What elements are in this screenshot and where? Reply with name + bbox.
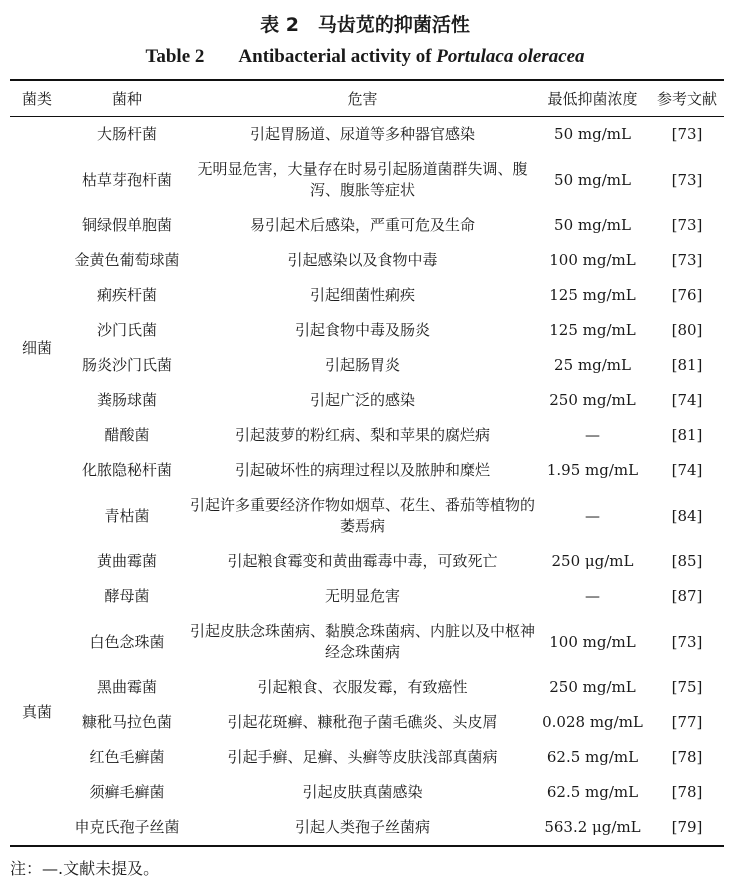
category-fungi: 真菌 xyxy=(21,702,52,721)
table-row xyxy=(10,243,724,278)
table-row xyxy=(10,453,724,488)
header-harm: 危害 xyxy=(347,90,378,108)
harm-cell: 引起许多重要经济作物如烟草、花生、番茄等植物的萎焉病 xyxy=(190,496,536,535)
reference-cell: [77] xyxy=(671,713,703,731)
reference-cell: [74] xyxy=(671,391,703,409)
table-row xyxy=(10,614,724,670)
table-title-en xyxy=(0,46,730,68)
harm-cell: 引起皮肤真菌感染 xyxy=(302,783,423,801)
reference-cell: [73] xyxy=(671,216,703,234)
mic-cell: 250 mg/mL xyxy=(549,678,636,696)
species-cell: 铜绿假单胞菌 xyxy=(81,216,172,234)
harm-cell: 引起菠萝的粉红病、梨和苹果的腐烂病 xyxy=(234,426,490,444)
antibacterial-table xyxy=(10,79,724,847)
mic-cell: — xyxy=(585,506,600,525)
harm-cell: 引起肠胃炎 xyxy=(324,356,400,374)
table-row xyxy=(10,152,724,208)
reference-cell: [73] xyxy=(671,125,703,143)
header-row xyxy=(10,80,724,117)
mic-cell: 250 mg/mL xyxy=(549,391,636,409)
species-cell: 黄曲霉菌 xyxy=(96,552,157,570)
mic-cell: 100 mg/mL xyxy=(549,251,636,269)
mic-cell: 50 mg/mL xyxy=(554,216,631,234)
species-cell: 枯草芽孢杆菌 xyxy=(81,170,172,189)
harm-cell: 引起手癣、足癣、头癣等皮肤浅部真菌病 xyxy=(227,748,498,766)
species-cell: 酵母菌 xyxy=(104,587,150,605)
table-row xyxy=(10,740,724,775)
table-row xyxy=(10,313,724,348)
table-row xyxy=(10,383,724,418)
mic-cell: 50 mg/mL xyxy=(554,125,631,143)
reference-cell: [78] xyxy=(671,783,703,801)
harm-cell: 易引起术后感染，严重可危及生命 xyxy=(249,216,475,234)
table-title-cn: 表 2 马齿苋的抑菌活性 xyxy=(260,14,470,36)
mic-cell: 50 mg/mL xyxy=(554,170,631,189)
species-cell: 大肠杆菌 xyxy=(96,125,157,143)
harm-cell: 引起粮食霉变和黄曲霉毒中毒，可致死亡 xyxy=(227,552,498,570)
mic-cell: 563.2 μg/mL xyxy=(544,818,641,836)
table-footnote: 注：—.文献未提及。 xyxy=(10,859,160,878)
harm-cell: 引起食物中毒及肠炎 xyxy=(294,321,430,339)
species-cell: 糠秕马拉色菌 xyxy=(81,713,172,731)
species-cell: 青枯菌 xyxy=(104,506,150,525)
reference-cell: [76] xyxy=(671,286,703,304)
species-cell: 须癣毛癣菌 xyxy=(89,783,165,801)
reference-cell: [73] xyxy=(671,251,703,269)
table-row xyxy=(10,544,724,579)
table-row xyxy=(10,670,724,705)
harm-cell: 引起人类孢子丝菌病 xyxy=(294,818,430,836)
table-row xyxy=(10,278,724,313)
harm-cell: 引起细菌性痢疾 xyxy=(309,286,415,304)
species-cell: 金黄色葡萄球菌 xyxy=(74,251,180,269)
header-category: 菌类 xyxy=(21,90,52,108)
reference-cell: [73] xyxy=(671,170,703,189)
species-cell: 白色念珠菌 xyxy=(89,632,165,651)
reference-cell: [87] xyxy=(671,587,703,605)
table-number: Table 2 xyxy=(145,46,205,67)
table-row xyxy=(10,775,724,810)
header-species: 菌种 xyxy=(111,90,142,108)
reference-cell: [80] xyxy=(671,321,703,339)
table-row xyxy=(10,418,724,453)
reference-cell: [78] xyxy=(671,748,703,766)
species-cell: 化脓隐秘杆菌 xyxy=(81,461,172,479)
harm-cell: 引起胃肠道、尿道等多种器官感染 xyxy=(249,125,475,143)
table-row xyxy=(10,348,724,383)
table-row xyxy=(10,488,724,544)
species-cell: 痢疾杆菌 xyxy=(96,286,157,304)
harm-cell: 引起花斑癣、糠秕孢子菌毛礁炎、头皮屑 xyxy=(227,713,498,731)
reference-cell: [73] xyxy=(671,632,703,651)
species-cell: 肠炎沙门氏菌 xyxy=(81,356,172,374)
species-cell: 红色毛癣菌 xyxy=(89,748,165,766)
species-name-italic: Portulaca oleracea xyxy=(436,46,585,67)
reference-cell: [81] xyxy=(671,426,703,444)
mic-cell: 62.5 mg/mL xyxy=(546,783,639,801)
harm-cell: 无明显危害，大量存在时易引起肠道菌群失调、腹泻、腹胀等症状 xyxy=(197,160,528,199)
harm-cell: 引起广泛的感染 xyxy=(309,391,415,409)
reference-cell: [85] xyxy=(671,552,703,570)
species-cell: 粪肠球菌 xyxy=(96,391,157,409)
reference-cell: [75] xyxy=(671,678,703,696)
mic-cell: 1.95 mg/mL xyxy=(546,461,639,479)
mic-cell: 0.028 mg/mL xyxy=(542,713,643,731)
species-cell: 申克氏孢子丝菌 xyxy=(74,818,180,836)
reference-cell: [79] xyxy=(671,818,703,836)
reference-cell: [84] xyxy=(671,506,703,525)
species-cell: 沙门氏菌 xyxy=(96,321,157,339)
harm-cell: 引起粮食、衣服发霉，有致癌性 xyxy=(257,678,468,696)
table-row xyxy=(10,208,724,243)
reference-cell: [74] xyxy=(671,461,703,479)
mic-cell: — xyxy=(585,587,600,605)
species-cell: 醋酸菌 xyxy=(104,426,150,444)
harm-cell: 引起感染以及食物中毒 xyxy=(287,251,438,269)
mic-cell: — xyxy=(585,426,600,444)
mic-cell: 100 mg/mL xyxy=(549,632,636,651)
header-reference: 参考文献 xyxy=(656,90,717,108)
table-row xyxy=(10,117,724,153)
species-cell: 黑曲霉菌 xyxy=(96,678,157,696)
table-row xyxy=(10,705,724,740)
harm-cell: 无明显危害 xyxy=(324,587,400,605)
table-caption: Antibacterial activity of xyxy=(238,46,437,67)
mic-cell: 25 mg/mL xyxy=(554,356,631,374)
harm-cell: 引起皮肤念珠菌病、黏膜念珠菌病、内脏以及中枢神经念珠菌病 xyxy=(190,622,536,661)
mic-cell: 62.5 mg/mL xyxy=(546,748,639,766)
table-row xyxy=(10,579,724,614)
reference-cell: [81] xyxy=(671,356,703,374)
header-mic: 最低抑菌浓度 xyxy=(547,90,638,108)
harm-cell: 引起破坏性的病理过程以及脓肿和糜烂 xyxy=(234,461,490,479)
category-bacteria: 细菌 xyxy=(21,338,52,357)
mic-cell: 250 μg/mL xyxy=(551,552,634,570)
mic-cell: 125 mg/mL xyxy=(549,286,636,304)
table-row xyxy=(10,810,724,846)
mic-cell: 125 mg/mL xyxy=(549,321,636,339)
